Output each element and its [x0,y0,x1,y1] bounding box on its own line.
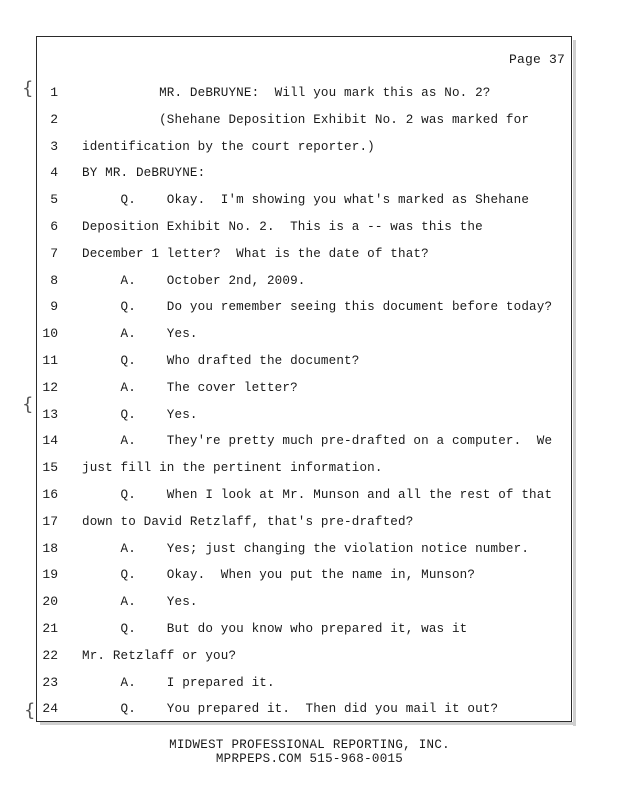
transcript-line: BY MR. DeBRUYNE: [82,166,206,181]
footer-company-name: MIDWEST PROFESSIONAL REPORTING, INC. [169,738,450,752]
line-number: 16 [42,486,58,502]
transcript-line: A. October 2nd, 2009. [82,273,306,288]
line-number: 21 [42,620,58,636]
transcript-line: A. Yes. [82,327,198,342]
transcript-line: A. They're pretty much pre-drafted on a computer. We [82,434,553,449]
transcript-line: MR. DeBRUYNE: Will you mark this as No. 2? [82,86,491,100]
transcript-line: just fill in the pertinent information. [82,461,383,476]
line-number: 12 [42,379,58,395]
line-number: 24 [42,701,58,717]
transcript-line: A. Yes; just changing the violation notice number. [82,541,530,556]
margin-bracket-mark: { [24,700,36,721]
line-number: 5 [50,192,58,208]
transcript-line: Q. Yes. [82,407,198,422]
line-number: 23 [42,674,58,690]
transcript-line: (Shehane Deposition Exhibit No. 2 was marked for [82,112,530,127]
transcript-line: Q. Who drafted the document? [82,353,360,368]
line-number: 13 [42,406,58,422]
line-number: 2 [50,111,58,127]
transcript-line: Q. But do you know who prepared it, was it [82,621,468,636]
line-number: 17 [42,513,58,529]
line-number: 14 [42,433,58,449]
page-number: Page 37 [508,52,565,67]
line-number: 1 [50,85,58,100]
line-number: 19 [42,567,58,583]
line-number: 15 [42,460,58,476]
transcript-line: Q. Okay. I'm showing you what's marked as Shehane [82,193,530,208]
line-number: 18 [42,540,58,556]
line-number: 3 [50,138,58,154]
footer-contact-info: MPRPEPS.COM 515-968-0015 [215,752,404,766]
transcript-line: Q. You prepared it. Then did you mail it out? [82,702,499,717]
line-number: 9 [50,299,58,315]
line-number: 22 [42,647,58,663]
line-number: 8 [50,272,58,288]
line-number: 11 [42,352,58,368]
line-number: 7 [50,245,58,261]
page-shadow-right [573,40,576,726]
transcript-line: Q. Okay. When you put the name in, Munson? [82,568,476,583]
line-number-column [36,80,58,723]
transcript-line: down to David Retzlaff, that's pre-drafted? [82,514,414,529]
line-number: 6 [50,218,58,234]
transcript-line: Q. Do you remember seeing this document before today? [82,300,553,315]
transcript-line: A. The cover letter? [82,380,298,395]
transcript-line: A. Yes. [82,595,198,610]
transcript-line: identification by the court reporter.) [82,139,375,154]
transcript-line: Deposition Exhibit No. 2. This is a -- was this the [82,219,483,234]
transcript-line: A. I prepared it. [82,675,275,690]
transcript-body [82,80,562,723]
transcript-line: December 1 letter? What is the date of that? [82,246,429,261]
margin-bracket-mark: { [22,394,34,415]
transcript-line: Mr. Retzlaff or you? [82,648,237,663]
transcript-line: Q. When I look at Mr. Munson and all the rest of that [82,487,553,502]
margin-bracket-mark: { [22,78,34,99]
line-number: 10 [42,326,58,342]
line-number: 4 [50,165,58,181]
line-number: 20 [42,594,58,610]
